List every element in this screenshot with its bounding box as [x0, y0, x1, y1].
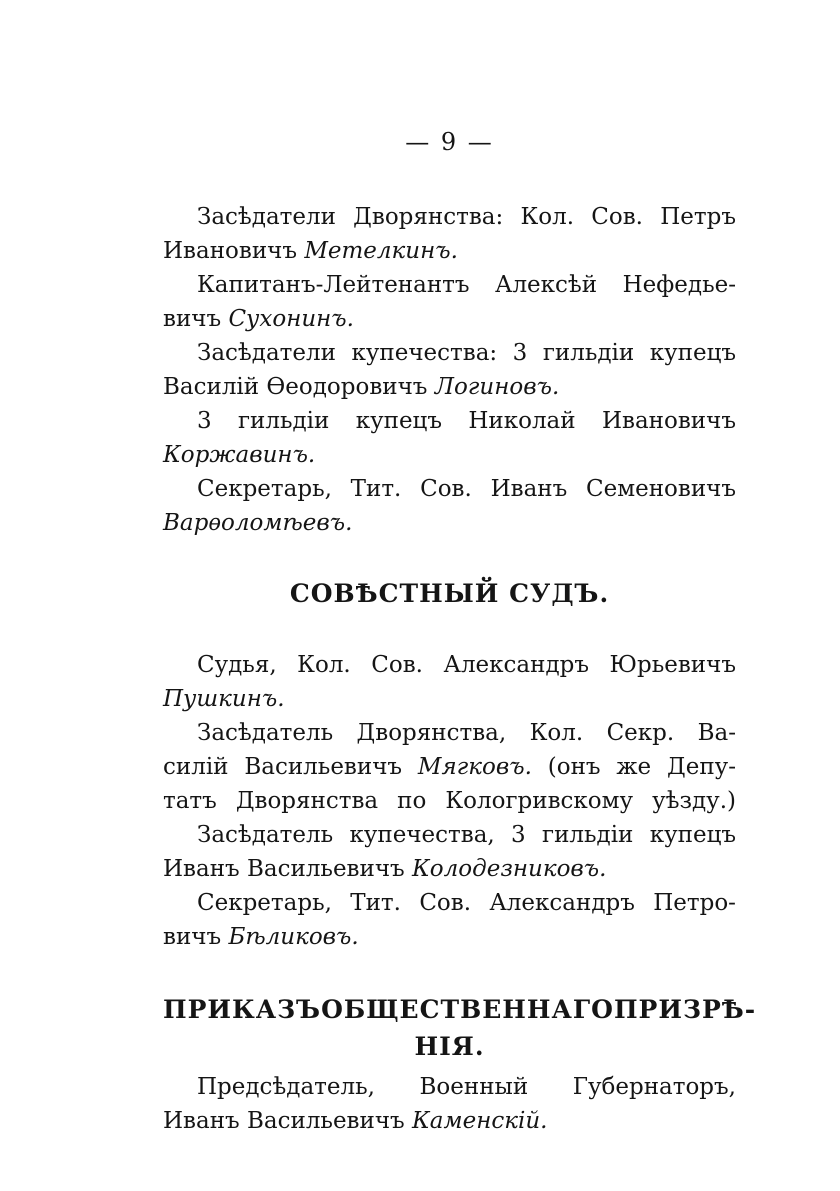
text-line — [163, 268, 736, 302]
word: 3 — [511, 822, 526, 848]
person-surname: Колодезниковъ. — [412, 856, 607, 882]
word: Нефедье- — [622, 272, 736, 298]
text-plain: вичъ — [163, 306, 229, 332]
list-item — [163, 716, 736, 818]
word: купецъ — [649, 340, 736, 366]
section-heading: СОВѢСТНЫЙ СУДЪ. — [289, 579, 610, 608]
word: Засѣдатели — [197, 340, 336, 366]
person-surname: Метелкинъ. — [304, 238, 458, 264]
word: Юрьевичъ — [609, 652, 736, 678]
word: Кол. — [520, 204, 575, 230]
person-surname: Коржавинъ. — [163, 442, 316, 468]
word: Засѣдатель — [197, 822, 334, 848]
word: (онъ — [547, 754, 601, 780]
word: Ивановичъ — [601, 408, 736, 434]
list-item — [163, 336, 736, 404]
word: Петръ — [660, 204, 736, 230]
document-page — [163, 128, 757, 1138]
person-surname: Сухонинъ. — [228, 306, 354, 332]
text-line — [163, 404, 736, 438]
word: Судья, — [197, 652, 277, 678]
text-line — [163, 234, 736, 268]
list-item — [163, 404, 736, 472]
person-surname: Логиновъ. — [434, 374, 560, 400]
word: Дворянства: — [353, 204, 504, 230]
word: Семеновичъ — [585, 476, 736, 502]
text-line — [163, 886, 736, 920]
list-item — [163, 818, 736, 886]
section-heading — [163, 992, 757, 1028]
word: Петро- — [653, 890, 736, 916]
text-line — [163, 682, 736, 716]
word: купечества: — [351, 340, 498, 366]
word: Секретарь, — [197, 476, 332, 502]
text-plain: Василiй Ѳеодоровичъ — [163, 374, 435, 400]
word: купецъ — [355, 408, 442, 434]
text-line — [163, 302, 736, 336]
word: Александръ — [443, 652, 589, 678]
word: Кологривскому — [445, 788, 634, 814]
list-item — [163, 268, 736, 336]
list-item — [163, 1070, 736, 1138]
word: Кол. — [529, 720, 584, 746]
word: Засѣдатели — [197, 204, 336, 230]
person-surname: Каменскiй. — [412, 1108, 548, 1134]
section-2 — [163, 648, 736, 954]
person-surname: Мягковъ. — [417, 754, 532, 780]
person-surname: Пушкинъ. — [163, 686, 285, 712]
word: купечества, — [349, 822, 495, 848]
list-item — [163, 886, 736, 954]
text-plain: Ивановичъ — [163, 238, 305, 264]
word: уѣзду.) — [652, 788, 736, 814]
list-item — [163, 200, 736, 268]
word: Предсѣдатель, — [197, 1074, 375, 1100]
list-item — [163, 472, 736, 540]
text-line — [163, 1070, 736, 1104]
section-heading-continuation: НIЯ. — [414, 1032, 485, 1061]
text-line — [163, 336, 736, 370]
word: Тит. — [350, 476, 402, 502]
text-line — [163, 750, 736, 784]
word: Сов. — [591, 204, 643, 230]
list-item — [163, 648, 736, 716]
text-plain: Иванъ Васильевичъ — [163, 1108, 412, 1134]
section-3 — [163, 1070, 736, 1138]
word: Александръ — [489, 890, 635, 916]
text-line — [163, 716, 736, 750]
word: Секр. — [606, 720, 675, 746]
word: гильдiи — [542, 340, 635, 366]
heading-word: ПРИЗРѢ- — [613, 995, 757, 1024]
text-line — [163, 648, 736, 682]
word: гильдiи — [237, 408, 330, 434]
word: Дворянства, — [356, 720, 507, 746]
text-line — [163, 200, 736, 234]
section-1 — [163, 200, 736, 540]
page-number: — 9 — — [405, 128, 494, 156]
word: по — [397, 788, 427, 814]
word: 3 — [512, 340, 528, 366]
word: Депу- — [667, 754, 736, 780]
word: татъ — [163, 788, 217, 814]
text-line — [163, 1104, 736, 1138]
heading-word: ПРИКАЗЪ — [163, 995, 322, 1024]
word: 3 — [197, 408, 212, 434]
word: силiй — [163, 754, 229, 780]
person-surname: Бѣликовъ. — [228, 924, 359, 950]
word: Военный — [419, 1074, 529, 1100]
text-line — [163, 472, 736, 506]
text-line — [163, 438, 736, 472]
word: Васильевичъ — [244, 754, 403, 780]
text-plain: Иванъ Васильевичъ — [163, 856, 412, 882]
person-surname: Варѳоломѣевъ. — [163, 510, 353, 536]
text-line — [163, 506, 736, 540]
word: Николай — [468, 408, 576, 434]
word: купецъ — [649, 822, 736, 848]
word: Ва- — [697, 720, 736, 746]
text-plain: вичъ — [163, 924, 229, 950]
word: Секретарь, — [197, 890, 332, 916]
word: Иванъ — [490, 476, 568, 502]
text-line — [163, 370, 736, 404]
word: Сов. — [420, 476, 472, 502]
word: гильдiи — [542, 822, 634, 848]
text-line — [163, 818, 736, 852]
word: Тит. — [350, 890, 401, 916]
text-line — [163, 920, 736, 954]
word: же — [616, 754, 652, 780]
word: Кол. — [297, 652, 351, 678]
word: Дворянства — [235, 788, 379, 814]
text-line — [163, 784, 736, 818]
word: Капитанъ-Лейтенантъ — [197, 272, 470, 298]
word: Губернаторъ, — [572, 1074, 736, 1100]
word: Сов. — [371, 652, 423, 678]
text-line — [163, 852, 736, 886]
word: Сов. — [419, 890, 472, 916]
heading-word: ОБЩЕСТВЕННАГО — [321, 995, 614, 1024]
word: Алексѣй — [495, 272, 598, 298]
word: Засѣдатель — [197, 720, 334, 746]
